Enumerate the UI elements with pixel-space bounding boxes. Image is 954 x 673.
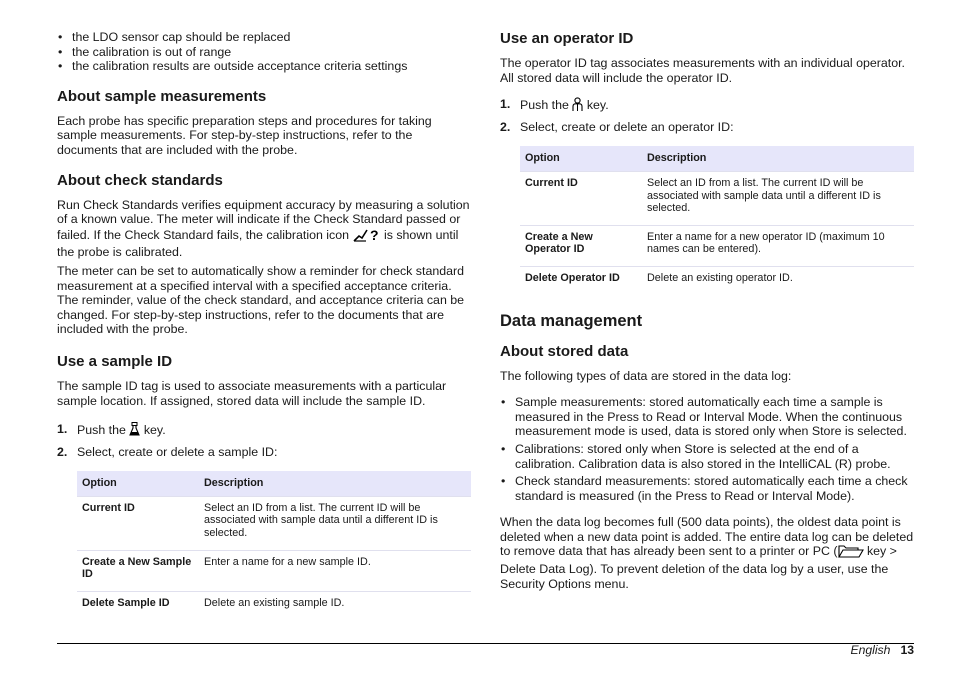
description-cell: Delete an existing sample ID. <box>199 591 471 619</box>
operator-id-steps <box>500 97 914 134</box>
table-row <box>520 266 914 294</box>
folder-key-icon <box>838 544 864 562</box>
table-row <box>77 550 471 591</box>
closing-text-pre: When the data log becomes full (500 data points), the oldest data point is deleted when a new data point is added. The entire data log can be deleted to remove data that has already been sent to a printer or PC ( <box>500 515 914 559</box>
list-item: • the calibration results are outside acceptance criteria settings <box>57 59 471 74</box>
check-standards-heading: About check standards <box>57 171 223 189</box>
step-number: 1. <box>57 422 68 437</box>
calibration-needed-icon <box>353 227 381 246</box>
list-item: • the LDO sensor cap should be replaced <box>57 30 471 45</box>
option-cell: Delete Operator ID <box>520 266 642 294</box>
step-text: Select, create or delete an operator ID: <box>520 119 734 134</box>
option-cell: Current ID <box>77 496 199 550</box>
right-column <box>500 30 914 591</box>
description-cell: Enter a name for a new operator ID (maximum 10 names can be entered). <box>642 225 914 266</box>
check-standards-body-2: The meter can be set to automatically show a reminder for check standard measurement at a specified interval with a specified acceptance criteria. The reminder, value of the check standard, and acceptance criteria can be changed. For step-by-step instructions, refer to the documents that are included with the probe. <box>57 263 465 337</box>
stored-data-intro: The following types of data are stored in the data log: <box>500 368 792 383</box>
list-item: • Calibrations: stored only when Store is selected at the end of a calibration. Calibration data is also stored in the IntelliCAL (R) probe. <box>500 442 914 471</box>
sample-id-body: The sample ID tag is used to associate measurements with a particular sample location. If assigned, stored data will include the sample ID. <box>57 378 447 408</box>
page-number: 13 <box>900 643 914 657</box>
step-number: 1. <box>500 97 511 112</box>
step-text-pre: Push the <box>77 423 126 438</box>
step-item <box>57 422 471 441</box>
step-item <box>500 120 914 135</box>
option-cell: Create a New Sample ID <box>77 550 199 591</box>
table-row <box>520 171 914 225</box>
check-standards-text-post: is shown until the probe is calibrated. <box>57 227 459 260</box>
sample-id-key-icon <box>129 422 140 441</box>
sample-id-steps <box>57 422 471 459</box>
step-text-post: key. <box>143 423 166 438</box>
sample-measurements-body: Each probe has specific preparation steps and procedures for taking sample measurements. For step-by-step instructions, refer to the documents that are included with the probe. <box>57 113 432 157</box>
data-log-closing-paragraph <box>500 515 914 591</box>
step-text: Select, create or delete a sample ID: <box>77 444 278 459</box>
list-item: • the calibration is out of range <box>57 45 471 60</box>
operator-id-heading: Use an operator ID <box>500 30 634 47</box>
table-row <box>520 225 914 266</box>
closing-text-post: key > Delete Data Log). To prevent deletion of the data log by a user, use the Security Options menu. <box>500 544 897 591</box>
data-management-heading: Data management <box>500 311 643 330</box>
sample-id-heading: Use a sample ID <box>57 352 173 370</box>
step-item <box>500 97 914 116</box>
stored-data-bullet-list <box>500 395 914 503</box>
page-footer <box>850 643 914 657</box>
option-cell: Create a New Operator ID <box>520 225 642 266</box>
column-header-option: Option <box>520 146 642 171</box>
step-number: 2. <box>500 119 511 134</box>
intro-bullet-list <box>57 30 471 74</box>
description-cell: Select an ID from a list. The current ID will be associated with sample data until a different ID is selected. <box>642 171 914 225</box>
footer-divider <box>57 643 914 644</box>
check-standards-text-pre: Run Check Standards verifies equipment accuracy by measuring a solution of a known value. The meter will indicate if the Check Standard passed or failed. If the Check Standard fails, the calibration icon <box>57 197 470 242</box>
description-cell: Select an ID from a list. The current ID will be associated with sample data until a different ID is selected. <box>199 496 471 550</box>
table-row <box>77 496 471 550</box>
sample-id-options-table <box>77 471 471 619</box>
list-item: • Check standard measurements: stored automatically each time a check standard is measured (in the Press to Read or Interval Mode). <box>500 474 914 503</box>
check-standards-body-1 <box>57 198 471 260</box>
stored-data-heading: About stored data <box>500 342 629 360</box>
description-cell: Delete an existing operator ID. <box>642 266 914 294</box>
operator-id-key-icon <box>572 97 583 116</box>
step-text-post: key. <box>586 98 609 113</box>
sample-measurements-heading: About sample measurements <box>57 87 267 105</box>
step-number: 2. <box>57 444 68 459</box>
operator-id-options-table <box>520 146 914 294</box>
list-item: • Sample measurements: stored automatically each time a sample is measured in the Press to Read or Interval Mode. When the continuous measurement mode is used, data is stored only when Store is selected. <box>500 395 914 439</box>
description-cell: Enter a name for a new sample ID. <box>199 550 471 591</box>
column-header-description: Description <box>642 146 914 171</box>
left-column <box>57 30 471 619</box>
table-row <box>77 591 471 619</box>
option-cell: Current ID <box>520 171 642 225</box>
table-header-row <box>520 146 914 171</box>
step-item <box>57 445 471 460</box>
svg-text:?: ? <box>369 226 379 242</box>
step-text-pre: Push the <box>520 98 569 113</box>
column-header-option: Option <box>77 471 199 496</box>
footer-language: English <box>850 643 891 657</box>
table-header-row <box>77 471 471 496</box>
column-header-description: Description <box>199 471 471 496</box>
operator-id-body: The operator ID tag associates measurements with an individual operator. All stored data will include the operator ID. <box>500 56 905 85</box>
option-cell: Delete Sample ID <box>77 591 199 619</box>
